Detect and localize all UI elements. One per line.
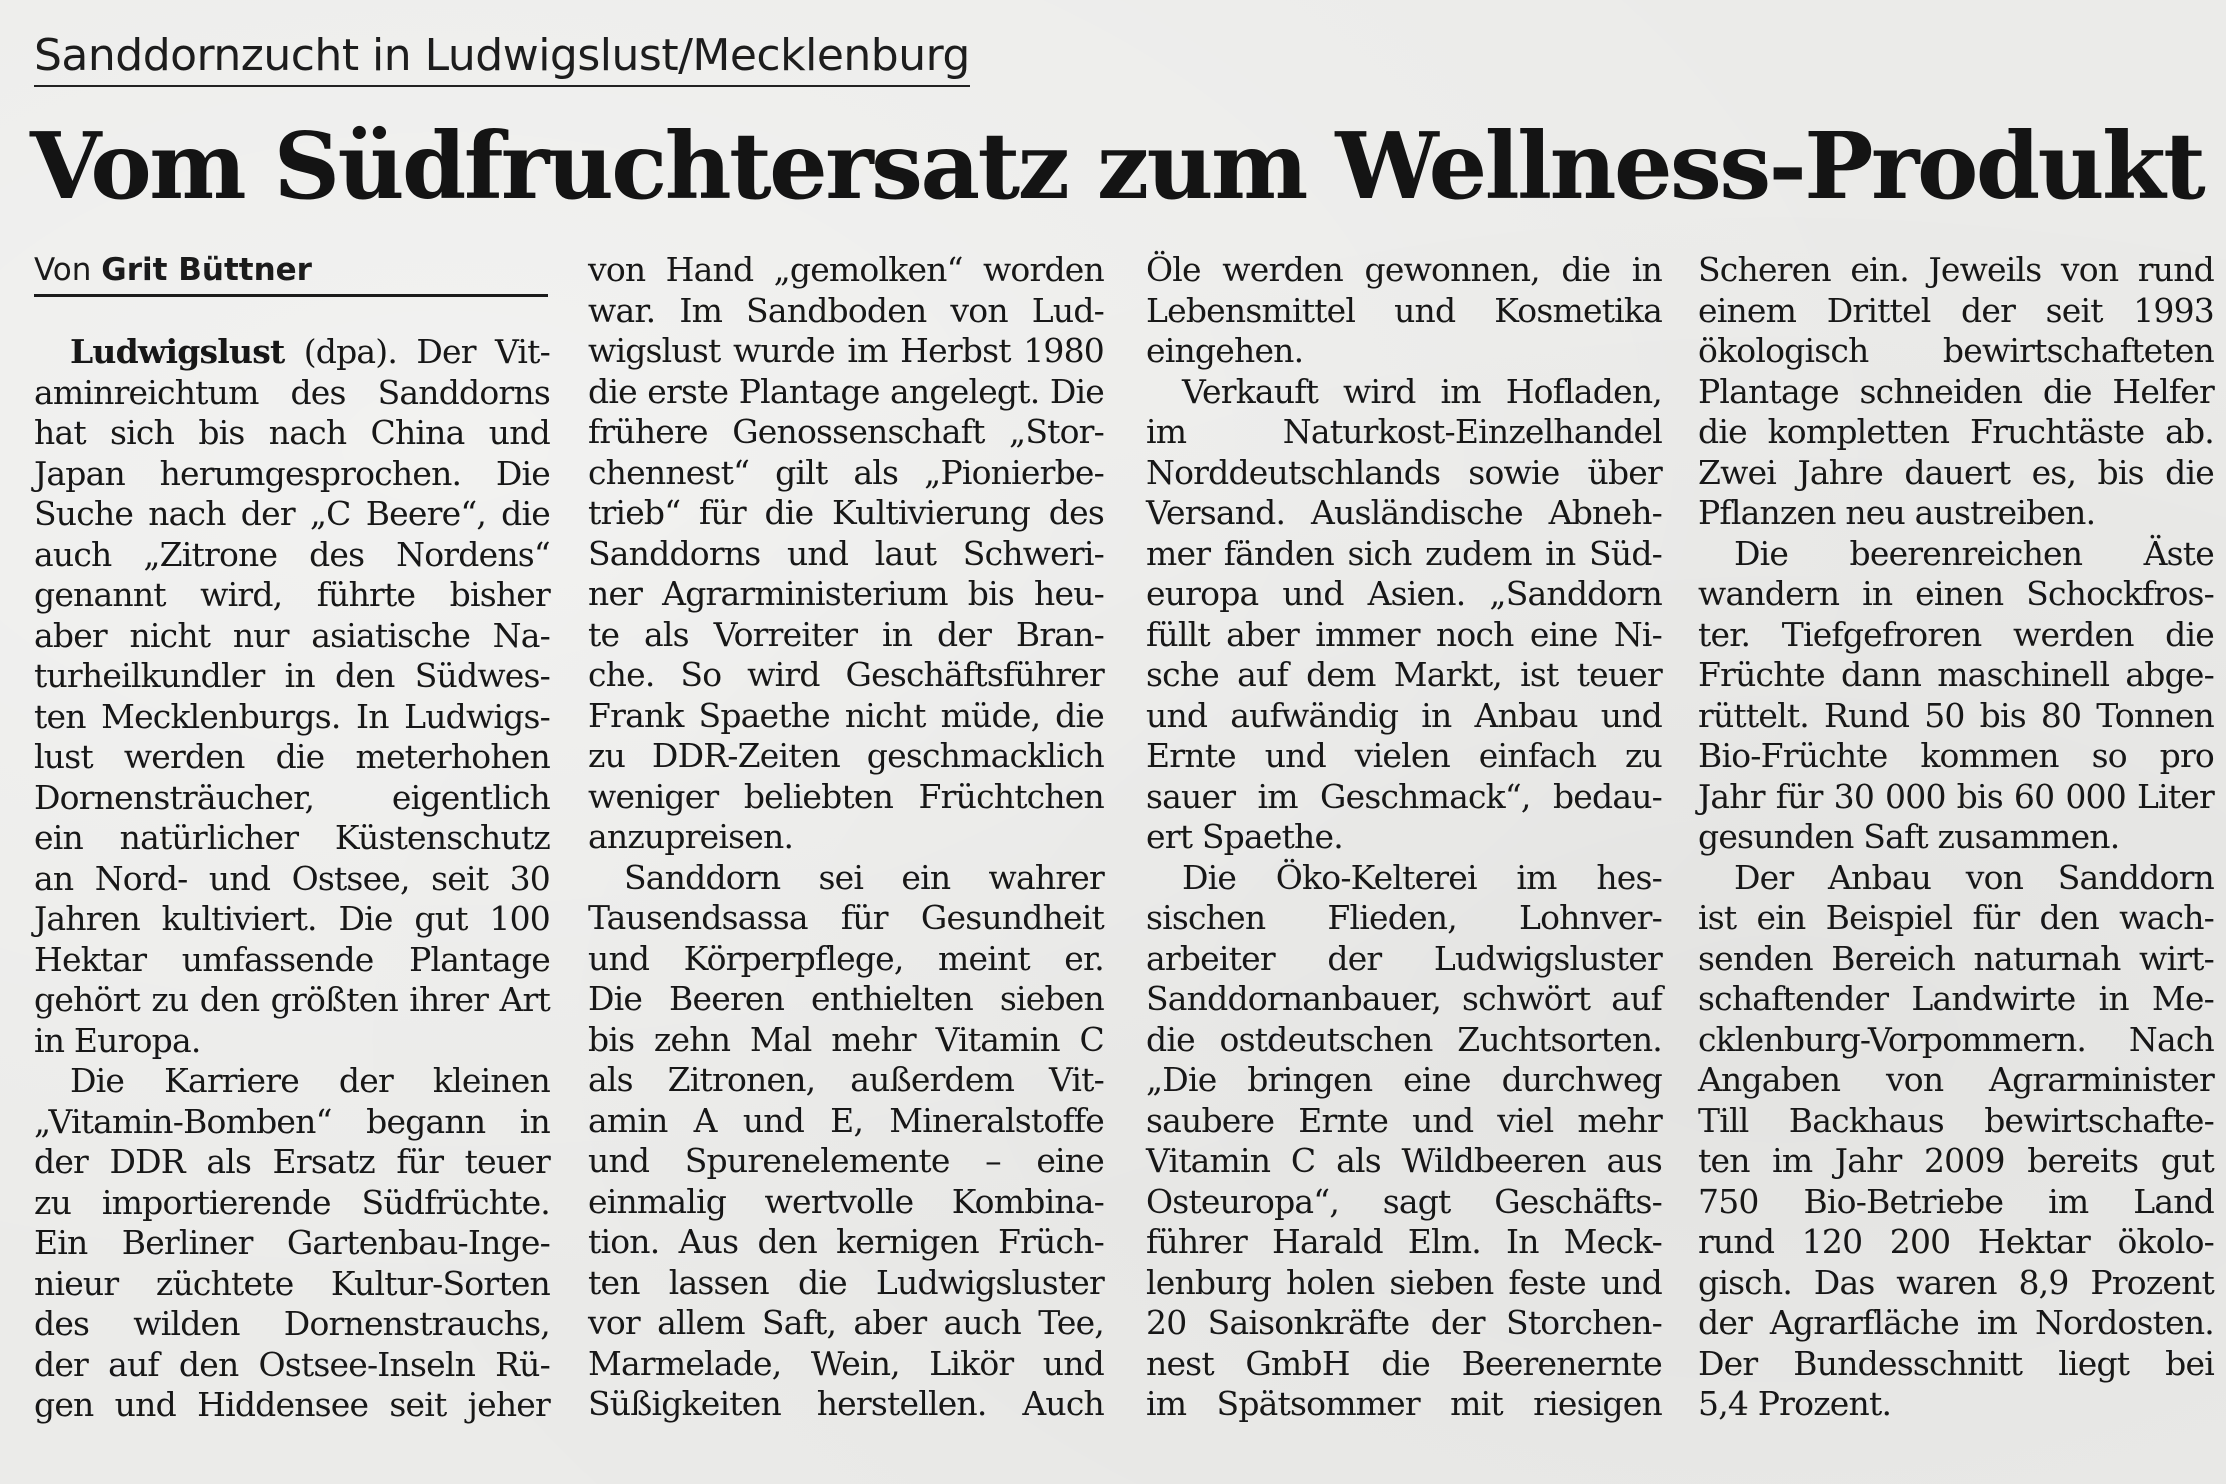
text-line: ist ein Beispiel für den wach- (1698, 898, 2214, 937)
text-line: chennest“ gilt als „Pionierbe- (588, 452, 1104, 492)
text-line: mer fänden sich zudem in Süd- (1146, 533, 1662, 573)
text-line: lenburg holen sieben feste und (1146, 1262, 1662, 1302)
text-line: vor allem Saft, aber auch Tee, (588, 1303, 1104, 1342)
text-line: war. Im Sandboden von Lud- (588, 290, 1104, 330)
text-line: rüttelt. Rund 50 bis 80 Tonnen (1698, 695, 2214, 735)
text-line: Till Backhaus bewirtschafte- (1698, 1100, 2214, 1140)
text-line: Der Anbau von Sanddorn (1734, 857, 2214, 897)
dateline: Ludwigslust (70, 332, 285, 371)
text-line: auch „Zitrone des Nordens“ (34, 534, 550, 574)
text-column-1 (34, 332, 550, 1426)
text-line: arbeiter der Ludwigsluster (1146, 938, 1662, 978)
text-line: nest GmbH die Beerenernte (1146, 1343, 1662, 1383)
text-line: als Zitronen, außerdem Vit- (588, 1060, 1104, 1099)
text-line: Die Beeren enthielten sieben (588, 979, 1104, 1018)
text-line: sauer im Geschmack“, bedau- (1146, 776, 1662, 816)
text-line: ökologisch bewirtschafteten (1698, 331, 2214, 370)
text-line: Die Karriere der kleinen (70, 1061, 550, 1100)
text-line: Sanddorns und laut Schweri- (588, 533, 1104, 573)
text-line: und Körperpflege, meint er. (588, 938, 1104, 978)
text-line: sche auf dem Markt, ist teuer (1146, 655, 1662, 694)
text-line: Hektar umfassende Plantage (34, 939, 550, 979)
text-line: und aufwändig in Anbau und (1146, 695, 1662, 735)
text-line (34, 332, 550, 373)
byline-prefix: Von (34, 252, 92, 288)
text-line: nieur züchtete Kultur-Sorten (34, 1263, 550, 1303)
text-line: Ein Berliner Gartenbau-Inge- (34, 1223, 550, 1262)
byline (34, 252, 548, 297)
text-line: europa und Asien. „Sanddorn (1146, 574, 1662, 613)
text-line: 5,4 Prozent. (1698, 1384, 1892, 1423)
text-line: ert Spaethe. (1146, 817, 1343, 856)
text-line: Die beerenreichen Äste (1734, 533, 2214, 573)
text-line: der Agrarfläche im Nordosten. (1698, 1303, 2214, 1342)
text-line: weniger beliebten Früchtchen (588, 776, 1104, 816)
article-kicker: Sanddornzucht in Ludwigslust/Mecklenburg (34, 30, 970, 87)
text-line: der DDR als Ersatz für teuer (34, 1142, 550, 1181)
text-line: gesunden Saft zusammen. (1698, 817, 2120, 856)
text-line: die erste Plantage angelegt. Die (588, 371, 1104, 411)
text-column-4 (1698, 250, 2214, 1425)
text-line: des wilden Dornenstrauchs, (34, 1304, 550, 1343)
text-line: füllt aber immer noch eine Ni- (1146, 614, 1662, 654)
text-line: ner Agrarministerium bis heu- (588, 574, 1104, 613)
text-line: Pflanzen neu austreiben. (1698, 493, 2096, 532)
text-line: „Vitamin-Bomben“ begann in (34, 1101, 550, 1141)
text-line: Öle werden gewonnen, die in (1146, 250, 1662, 289)
text-line: te als Vorreiter in der Bran- (588, 614, 1104, 654)
text-line: „Die bringen eine durchweg (1146, 1060, 1662, 1099)
text-line: Süßigkeiten herstellen. Auch (588, 1384, 1104, 1423)
text-line: schaftender Landwirte in Me- (1698, 979, 2214, 1018)
text-line: ten lassen die Ludwigsluster (588, 1262, 1104, 1302)
text-line: Sanddornanbauer, schwört auf (1146, 979, 1662, 1018)
text-line: Die Öko-Kelterei im hes- (1182, 857, 1662, 897)
text-line: 750 Bio-Betriebe im Land (1698, 1181, 2214, 1221)
text-line: gisch. Das waren 8,9 Prozent (1698, 1262, 2214, 1302)
text-line: Suche nach der „C Beere“, die (34, 494, 550, 533)
text-line: Tausendsassa für Gesundheit (588, 898, 1104, 937)
text-line: Japan herumgesprochen. Die (34, 453, 550, 493)
text-line: Frank Spaethe nicht müde, die (588, 695, 1104, 735)
text-line: Marmelade, Wein, Likör und (588, 1343, 1104, 1383)
text-line: Früchte dann maschinell abge- (1698, 655, 2214, 694)
text-column-3 (1146, 250, 1662, 1425)
text-line: ein natürlicher Küstenschutz (34, 818, 550, 857)
text-line: Jahr für 30 000 bis 60 000 Liter (1698, 776, 2214, 816)
text-line: trieb“ für die Kultivierung des (588, 493, 1104, 532)
text-line: frühere Genossenschaft „Stor- (588, 412, 1104, 451)
text-line: saubere Ernte und viel mehr (1146, 1100, 1662, 1140)
text-line: einmalig wertvolle Kombina- (588, 1181, 1104, 1221)
text-line: Bio-Früchte kommen so pro (1698, 736, 2214, 775)
line-text: (dpa). Der Vit- (303, 332, 550, 371)
text-line: gen und Hiddensee seit jeher (34, 1385, 550, 1424)
text-line: wigslust wurde im Herbst 1980 (588, 331, 1104, 370)
text-line: bis zehn Mal mehr Vitamin C (588, 1019, 1104, 1059)
text-line: die ostdeutschen Zuchtsorten. (1146, 1019, 1662, 1059)
byline-author: Grit Büttner (101, 252, 312, 288)
text-line: gehört zu den größten ihrer Art (34, 980, 550, 1019)
text-line: Der Bundesschnitt liegt bei (1698, 1343, 2214, 1383)
text-line: von Hand „gemolken“ worden (588, 250, 1104, 289)
text-line: zu DDR-Zeiten geschmacklich (588, 736, 1104, 775)
text-line: anzupreisen. (588, 817, 794, 856)
text-line: tion. Aus den kernigen Früch- (588, 1222, 1104, 1261)
text-line: die kompletten Fruchtäste ab. (1698, 412, 2214, 451)
text-line: im Spätsommer mit riesigen (1146, 1384, 1662, 1423)
text-line: eingehen. (1146, 331, 1304, 370)
text-line: ten Mecklenburgs. In Ludwigs- (34, 696, 550, 736)
text-line: senden Bereich naturnah wirt- (1698, 938, 2214, 978)
text-line: Zwei Jahre dauert es, bis die (1698, 452, 2214, 492)
article-headline: Vom Südfruchtersatz zum Wellness-Produkt (30, 112, 2204, 220)
text-line: Dornensträucher, eigentlich (34, 777, 550, 817)
text-line: Plantage schneiden die Helfer (1698, 371, 2214, 411)
text-line: cklenburg-Vorpommern. Nach (1698, 1019, 2214, 1059)
text-line: Norddeutschlands sowie über (1146, 452, 1662, 492)
text-line: Jahren kultiviert. Die gut 100 (34, 899, 550, 938)
text-line: sischen Flieden, Lohnver- (1146, 898, 1662, 937)
text-line: im Naturkost-Einzelhandel (1146, 412, 1662, 451)
text-line: Vitamin C als Wildbeeren aus (1146, 1141, 1662, 1180)
text-line: der auf den Ostsee-Inseln Rü- (34, 1344, 550, 1384)
text-line: Verkauft wird im Hofladen, (1182, 371, 1662, 411)
text-line: einem Drittel der seit 1993 (1698, 290, 2214, 330)
text-line: aber nicht nur asiatische Na- (34, 615, 550, 655)
text-line: amin A und E, Mineralstoffe (588, 1100, 1104, 1140)
text-line: rund 120 200 Hektar ökolo- (1698, 1222, 2214, 1261)
text-line: Versand. Ausländische Abneh- (1146, 493, 1662, 532)
text-line: hat sich bis nach China und (34, 413, 550, 452)
text-line: ten im Jahr 2009 bereits gut (1698, 1141, 2214, 1180)
text-line: Ernte und vielen einfach zu (1146, 736, 1662, 775)
text-line: führer Harald Elm. In Meck- (1146, 1222, 1662, 1261)
text-line: lust werden die meterhohen (34, 737, 550, 776)
text-line: an Nord- und Ostsee, seit 30 (34, 858, 550, 898)
text-line: turheilkundler in den Südwes- (34, 656, 550, 695)
text-line: aminreichtum des Sanddorns (34, 372, 550, 412)
text-column-2 (588, 250, 1104, 1425)
text-line: 20 Saisonkräfte der Storchen- (1146, 1303, 1662, 1342)
text-line: Lebensmittel und Kosmetika (1146, 290, 1662, 330)
text-line: che. So wird Geschäftsführer (588, 655, 1104, 694)
text-line: in Europa. (34, 1020, 201, 1060)
text-line: Osteuropa“, sagt Geschäfts- (1146, 1181, 1662, 1221)
text-line: genannt wird, führte bisher (34, 575, 550, 614)
text-line: Angaben von Agrarminister (1698, 1060, 2214, 1099)
text-line: ter. Tiefgefroren werden die (1698, 614, 2214, 654)
text-line: wandern in einen Schockfros- (1698, 574, 2214, 613)
text-line: Scheren ein. Jeweils von rund (1698, 250, 2214, 289)
text-line: Sanddorn sei ein wahrer (624, 857, 1104, 897)
text-line: zu importierende Südfrüchte. (34, 1182, 550, 1222)
text-line: und Spurenelemente – eine (588, 1141, 1104, 1180)
